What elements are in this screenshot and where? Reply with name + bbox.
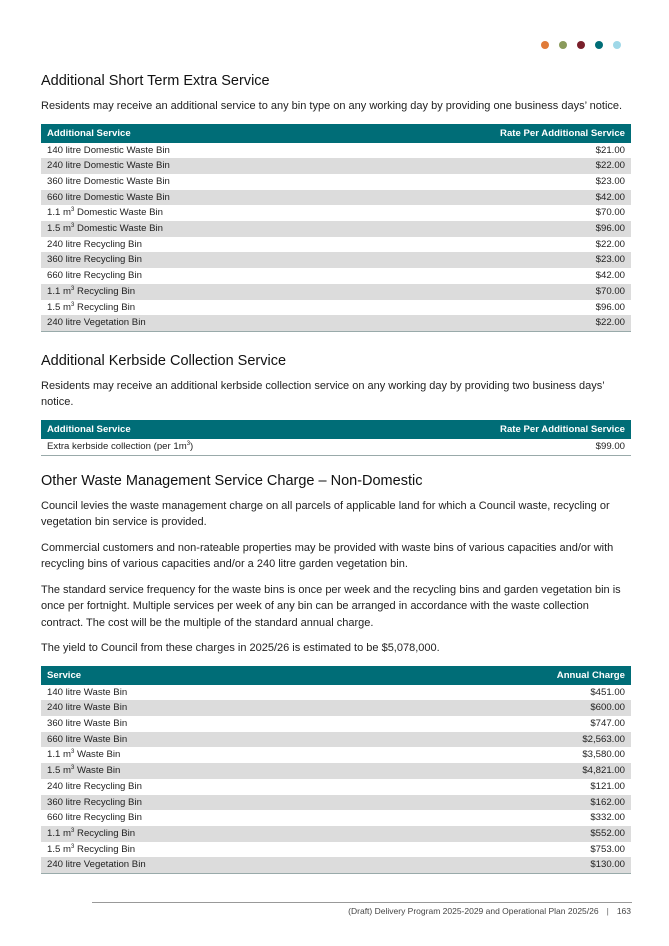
price-cell: $42.00 bbox=[595, 270, 625, 282]
table-row bbox=[41, 716, 631, 732]
price-cell: $130.00 bbox=[383, 857, 631, 873]
price-cell: $21.00 bbox=[595, 144, 625, 156]
unit-superscript: 3 bbox=[71, 222, 75, 229]
table-row bbox=[41, 685, 631, 701]
footer-rule bbox=[92, 902, 632, 903]
service-label-suffix: Recycling Bin bbox=[74, 301, 136, 313]
table-row bbox=[41, 826, 631, 842]
unit-superscript: 3 bbox=[71, 301, 75, 308]
table-row bbox=[41, 237, 631, 253]
service-label: 140 litre Domestic Waste Bin bbox=[47, 144, 170, 156]
table-row bbox=[41, 810, 631, 826]
service-label-suffix: Recycling Bin bbox=[74, 285, 136, 297]
service-cell bbox=[41, 174, 334, 190]
service-label-suffix: ) bbox=[190, 440, 194, 452]
page-content bbox=[41, 70, 631, 874]
price-cell: $2,563.00 bbox=[383, 732, 631, 748]
price-cell: $23.00 bbox=[334, 252, 631, 268]
table-body bbox=[41, 685, 631, 874]
table-row bbox=[41, 795, 631, 811]
paragraph: The yield to Council from these charges in 2025/26 is estimated to be $5,078,000. bbox=[41, 642, 440, 655]
service-label: 1.5 m bbox=[47, 301, 71, 313]
price-cell: $332.00 bbox=[590, 812, 625, 824]
service-cell bbox=[41, 190, 334, 206]
service-label-suffix: Domestic Waste Bin bbox=[74, 223, 164, 235]
dot-olive bbox=[559, 41, 567, 49]
price-cell: $4,821.00 bbox=[383, 763, 631, 779]
service-cell bbox=[41, 826, 383, 842]
service-label: 240 litre Domestic Waste Bin bbox=[47, 160, 170, 172]
service-label: 1.1 m bbox=[47, 827, 71, 839]
table-row bbox=[41, 300, 631, 316]
table-row bbox=[41, 284, 631, 300]
service-cell bbox=[41, 779, 383, 795]
service-label: 360 litre Domestic Waste Bin bbox=[47, 175, 170, 187]
price-cell: $162.00 bbox=[383, 795, 631, 811]
service-cell bbox=[41, 300, 334, 316]
price-cell: $42.00 bbox=[334, 190, 631, 206]
price-cell: $23.00 bbox=[595, 175, 625, 187]
service-cell bbox=[41, 763, 383, 779]
price-cell: $3,580.00 bbox=[582, 749, 625, 761]
service-label: 1.5 m bbox=[47, 843, 71, 855]
dot-maroon bbox=[577, 41, 585, 49]
dot-orange bbox=[541, 41, 549, 49]
service-label: 1.1 m bbox=[47, 285, 71, 297]
service-label: Extra kerbside collection (per 1m bbox=[47, 440, 187, 452]
service-cell bbox=[41, 221, 334, 237]
service-cell bbox=[41, 685, 383, 701]
service-label: 240 litre Recycling Bin bbox=[47, 238, 142, 250]
table-row bbox=[41, 779, 631, 795]
service-cell bbox=[41, 158, 334, 174]
service-label: 360 litre Waste Bin bbox=[47, 718, 128, 730]
table-row bbox=[41, 439, 631, 455]
section-intro-short-term: Residents may receive an additional service to any bin type on any working day by providing one business days’ notice. bbox=[41, 100, 623, 112]
table-row bbox=[41, 205, 631, 221]
price-cell: $22.00 bbox=[595, 238, 625, 250]
table-body bbox=[41, 439, 631, 455]
table-row bbox=[41, 143, 631, 159]
service-cell bbox=[41, 252, 334, 268]
service-label: 1.5 m bbox=[47, 223, 71, 235]
unit-superscript: 3 bbox=[71, 843, 75, 850]
service-label-suffix: Recycling Bin bbox=[74, 843, 136, 855]
table-row bbox=[41, 732, 631, 748]
service-label: 1.1 m bbox=[47, 207, 71, 219]
table-row bbox=[41, 174, 631, 190]
service-label: 360 litre Recycling Bin bbox=[47, 254, 142, 266]
service-label: 140 litre Waste Bin bbox=[47, 686, 128, 698]
service-cell bbox=[41, 439, 357, 455]
service-label: 240 litre Waste Bin bbox=[47, 702, 128, 714]
price-cell: $70.00 bbox=[334, 284, 631, 300]
price-cell: $747.00 bbox=[590, 718, 625, 730]
unit-superscript: 3 bbox=[71, 764, 75, 771]
column-header-service: Additional Service bbox=[41, 124, 334, 143]
service-cell bbox=[41, 732, 383, 748]
service-label: 240 litre Vegetation Bin bbox=[47, 859, 146, 871]
section-title-short-term: Additional Short Term Extra Service bbox=[41, 73, 270, 89]
service-label-suffix: Waste Bin bbox=[74, 749, 121, 761]
price-cell: $22.00 bbox=[334, 158, 631, 174]
service-cell bbox=[41, 857, 383, 873]
service-cell bbox=[41, 810, 383, 826]
table-row bbox=[41, 857, 631, 873]
decorative-dots bbox=[541, 41, 621, 49]
section-title-non-domestic: Other Waste Management Service Charge – Non-Domestic bbox=[41, 472, 423, 489]
paragraph: The standard service frequency for the waste bins is once per week and the recycling bins and garden vegetation bin is once per fortnight. Multiple services per week of any bin can be arranged in accordance with the waste collection contract. The cost will be the multiple of the standard annual charge. bbox=[41, 583, 621, 629]
service-cell bbox=[41, 747, 383, 763]
price-cell: $96.00 bbox=[595, 301, 625, 313]
service-cell bbox=[41, 700, 383, 716]
dot-teal bbox=[595, 41, 603, 49]
column-header-annual-charge: Annual Charge bbox=[383, 666, 631, 685]
service-cell bbox=[41, 795, 383, 811]
service-label: 240 litre Recycling Bin bbox=[47, 780, 142, 792]
column-header-rate: Rate Per Additional Service bbox=[357, 420, 631, 439]
service-label: 660 litre Domestic Waste Bin bbox=[47, 191, 170, 203]
service-cell bbox=[41, 315, 334, 331]
price-cell: $121.00 bbox=[590, 780, 625, 792]
service-label-suffix: Waste Bin bbox=[74, 765, 121, 777]
footer-separator: | bbox=[606, 906, 609, 916]
service-label: 1.5 m bbox=[47, 765, 71, 777]
short-term-table bbox=[41, 124, 631, 332]
table-row bbox=[41, 158, 631, 174]
table-row bbox=[41, 763, 631, 779]
column-header-service: Service bbox=[41, 666, 383, 685]
table-row bbox=[41, 842, 631, 858]
service-cell bbox=[41, 716, 383, 732]
table-row bbox=[41, 268, 631, 284]
price-cell: $70.00 bbox=[595, 207, 625, 219]
column-header-rate: Rate Per Additional Service bbox=[334, 124, 631, 143]
unit-superscript: 3 bbox=[186, 440, 191, 447]
price-cell: $22.00 bbox=[334, 315, 631, 331]
service-cell bbox=[41, 842, 383, 858]
service-label: 660 litre Waste Bin bbox=[47, 733, 128, 745]
service-label: 360 litre Recycling Bin bbox=[47, 796, 142, 808]
service-label-suffix: Recycling Bin bbox=[74, 827, 136, 839]
unit-superscript: 3 bbox=[71, 827, 75, 834]
service-label: 1.1 m bbox=[47, 749, 71, 761]
price-cell: $99.00 bbox=[357, 439, 631, 455]
non-domestic-table bbox=[41, 666, 631, 874]
service-label-suffix: Domestic Waste Bin bbox=[74, 207, 164, 219]
service-cell bbox=[41, 237, 334, 253]
service-label: 660 litre Recycling Bin bbox=[47, 812, 142, 824]
table-row bbox=[41, 190, 631, 206]
table-row bbox=[41, 315, 631, 331]
dot-lightblue bbox=[613, 41, 621, 49]
price-cell: $600.00 bbox=[383, 700, 631, 716]
unit-superscript: 3 bbox=[71, 207, 75, 214]
section-title-kerbside: Additional Kerbside Collection Service bbox=[41, 352, 287, 369]
footer-document-title: (Draft) Delivery Program 2025-2029 and Operational Plan 2025/26 bbox=[348, 906, 599, 916]
price-cell: $552.00 bbox=[383, 826, 631, 842]
table-body bbox=[41, 143, 631, 332]
price-cell: $96.00 bbox=[334, 221, 631, 237]
table-row bbox=[41, 252, 631, 268]
section-intro-kerbside: Residents may receive an additional kerbside collection service on any working day by providing two business days’ notice. bbox=[41, 379, 605, 409]
service-label: 240 litre Vegetation Bin bbox=[47, 317, 146, 329]
service-label: 660 litre Recycling Bin bbox=[47, 270, 142, 282]
paragraph: Commercial customers and non-rateable properties may be provided with waste bins of various capacities and/or with recycling bins of various capacities and/or a 240 litre garden vegetation bin. bbox=[41, 541, 614, 571]
footer bbox=[348, 906, 631, 916]
service-cell bbox=[41, 143, 334, 159]
unit-superscript: 3 bbox=[71, 749, 75, 756]
page-number: 163 bbox=[616, 906, 631, 916]
service-cell bbox=[41, 268, 334, 284]
service-cell bbox=[41, 284, 334, 300]
service-cell bbox=[41, 205, 334, 221]
table-row bbox=[41, 700, 631, 716]
table-row bbox=[41, 747, 631, 763]
price-cell: $753.00 bbox=[590, 843, 625, 855]
column-header-service: Additional Service bbox=[41, 420, 357, 439]
table-row bbox=[41, 221, 631, 237]
paragraph: Council levies the waste management charge on all parcels of applicable land for which a Council waste, recycling or vegetation bin service is provided. bbox=[41, 499, 610, 529]
kerbside-table bbox=[41, 420, 631, 456]
unit-superscript: 3 bbox=[71, 285, 75, 292]
price-cell: $451.00 bbox=[590, 686, 625, 698]
